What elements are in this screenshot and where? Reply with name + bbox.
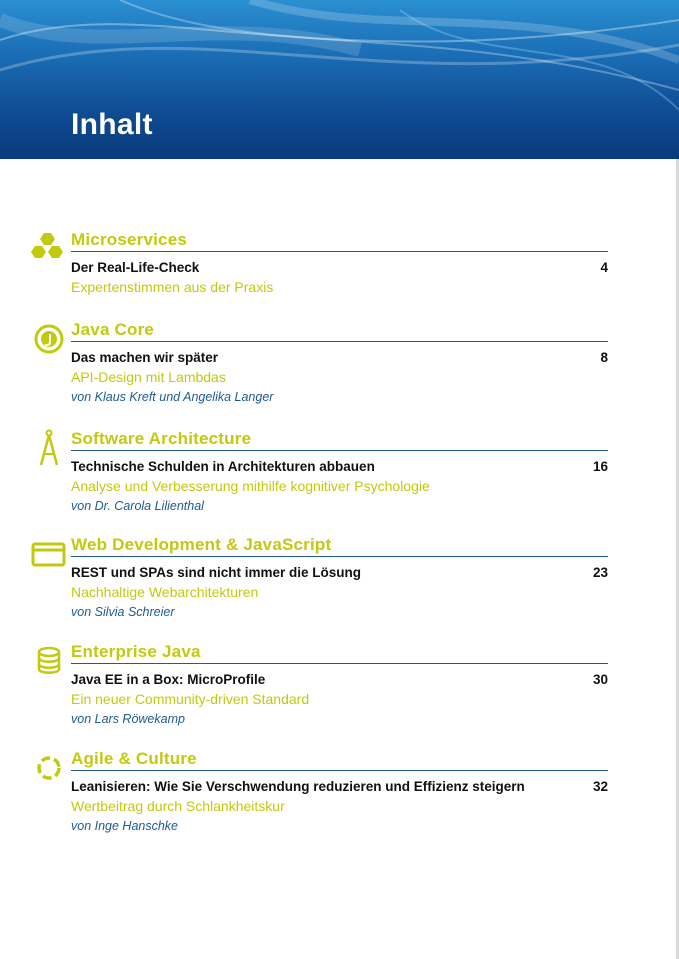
section-title: Software Architecture — [71, 429, 252, 448]
page-number: 32 — [592, 779, 608, 794]
article-author: von Klaus Kreft und Angelika Langer — [71, 390, 274, 404]
article-subtitle: Expertenstimmen aus der Praxis — [71, 279, 274, 295]
section-title: Java Core — [71, 320, 155, 339]
article-title: Java EE in a Box: MicroProfile — [71, 672, 266, 687]
database-icon — [30, 642, 68, 680]
page-number: 23 — [592, 565, 608, 580]
section-divider — [71, 663, 608, 664]
page-number: 30 — [592, 672, 608, 687]
compass-icon — [30, 429, 68, 467]
page-number: 8 — [600, 350, 608, 365]
page-number: 16 — [592, 459, 608, 474]
section-divider — [71, 450, 608, 451]
java-badge-icon — [30, 320, 68, 358]
section-title: Web Development & JavaScript — [71, 535, 332, 554]
browser-window-icon — [30, 535, 68, 573]
article-subtitle: Wertbeitrag durch Schlankheitskur — [71, 798, 285, 814]
page-number: 4 — [600, 260, 608, 275]
section-divider — [71, 770, 608, 771]
article-author: von Silvia Schreier — [71, 605, 175, 619]
article-author: von Inge Hanschke — [71, 819, 179, 833]
cycle-icon — [30, 749, 68, 787]
article-author: von Lars Röwekamp — [71, 712, 185, 726]
section-title: Enterprise Java — [71, 642, 201, 661]
article-subtitle: API-Design mit Lambdas — [71, 369, 226, 385]
article-author: von Dr. Carola Lilienthal — [71, 499, 204, 513]
section-title: Microservices — [71, 230, 188, 249]
header-banner — [0, 0, 679, 159]
article-title: Das machen wir später — [71, 350, 219, 365]
section-divider — [71, 341, 608, 342]
article-title: Technische Schulden in Architekturen abbauen — [71, 459, 375, 474]
section-divider — [71, 251, 608, 252]
article-title: Leanisieren: Wie Sie Verschwendung reduzieren und Effizienz steigern — [71, 779, 525, 794]
section-title: Agile & Culture — [71, 749, 197, 768]
article-title: Der Real-Life-Check — [71, 260, 200, 275]
article-subtitle: Ein neuer Community-driven Standard — [71, 691, 310, 707]
page-title: Inhalt — [71, 108, 153, 141]
hexagons-icon — [30, 230, 68, 268]
article-subtitle: Analyse und Verbesserung mithilfe kognitiver Psychologie — [71, 478, 430, 494]
section-divider — [71, 556, 608, 557]
article-subtitle: Nachhaltige Webarchitekturen — [71, 584, 259, 600]
article-title: REST und SPAs sind nicht immer die Lösung — [71, 565, 362, 580]
